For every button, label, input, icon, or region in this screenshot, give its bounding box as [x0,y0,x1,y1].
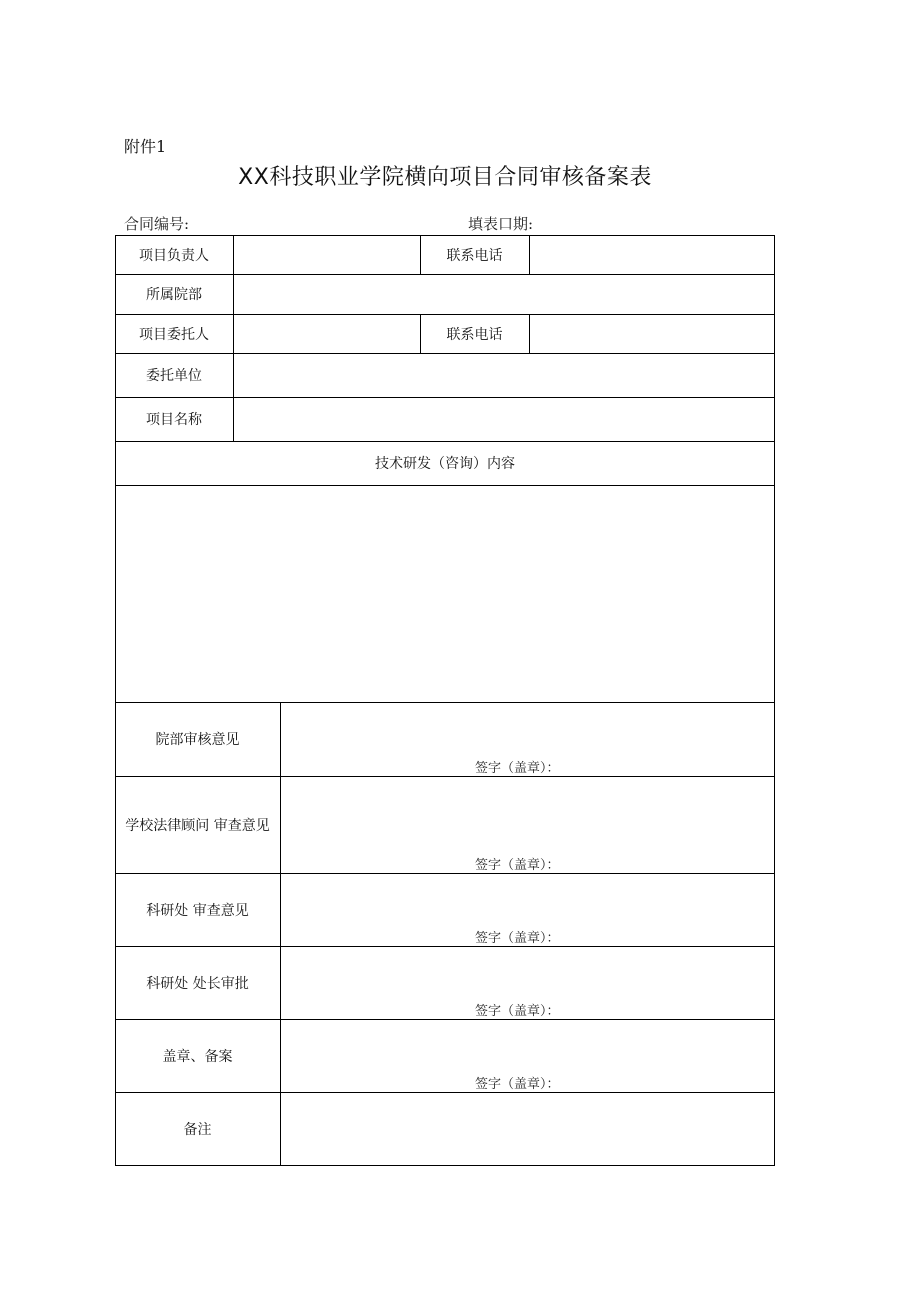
signature-label: 签字（盖章）： [475,858,560,873]
research-office-review-label: 科研处 审查意见 [146,902,249,919]
client-unit-label: 委托单位 [146,368,202,384]
table-border-right [774,235,775,1166]
project-name-label: 项目名称 [146,412,202,428]
project-leader-label: 项目负责人 [139,247,209,264]
signature-label: 签字（盖章）： [475,931,560,946]
department-label: 所属院部 [146,287,202,303]
department-field[interactable] [234,275,774,314]
row-border [115,1165,775,1166]
contact-phone-label: 联系电话 [446,326,503,343]
content-header: 技术研发（咨询）内容 [375,456,515,472]
department-review-label: 院部审核意见 [155,732,240,748]
remarks-field[interactable] [281,1093,774,1165]
fill-date-label: 填表口期: [468,215,534,233]
research-director-approval-label: 科研处 处长审批 [146,975,249,992]
contact-phone-label: 联系电话 [446,247,503,264]
remarks-label: 备注 [183,1121,212,1138]
attachment-label: 附件1 [124,137,167,156]
project-client-label: 项目委托人 [139,326,209,343]
form-title: XX科技职业学院横向项目合同审核备案表 [238,165,652,190]
form-table [115,235,775,1166]
client-unit-field[interactable] [234,354,774,397]
contract-number-label: 合同编号: [124,215,190,233]
signature-label: 签字（盖章）： [475,1077,560,1092]
signature-label: 签字（盖章）： [475,761,560,776]
client-phone-field[interactable] [530,315,774,353]
project-client-field[interactable] [234,315,420,353]
signature-label: 签字（盖章）： [475,1004,560,1019]
seal-filing-label: 盖章、备案 [162,1048,233,1065]
legal-review-label: 学校法律顾问 审查意见 [125,817,270,834]
project-name-field[interactable] [234,398,774,441]
leader-phone-field[interactable] [530,236,774,274]
content-field[interactable] [116,486,774,702]
project-leader-field[interactable] [234,236,420,274]
